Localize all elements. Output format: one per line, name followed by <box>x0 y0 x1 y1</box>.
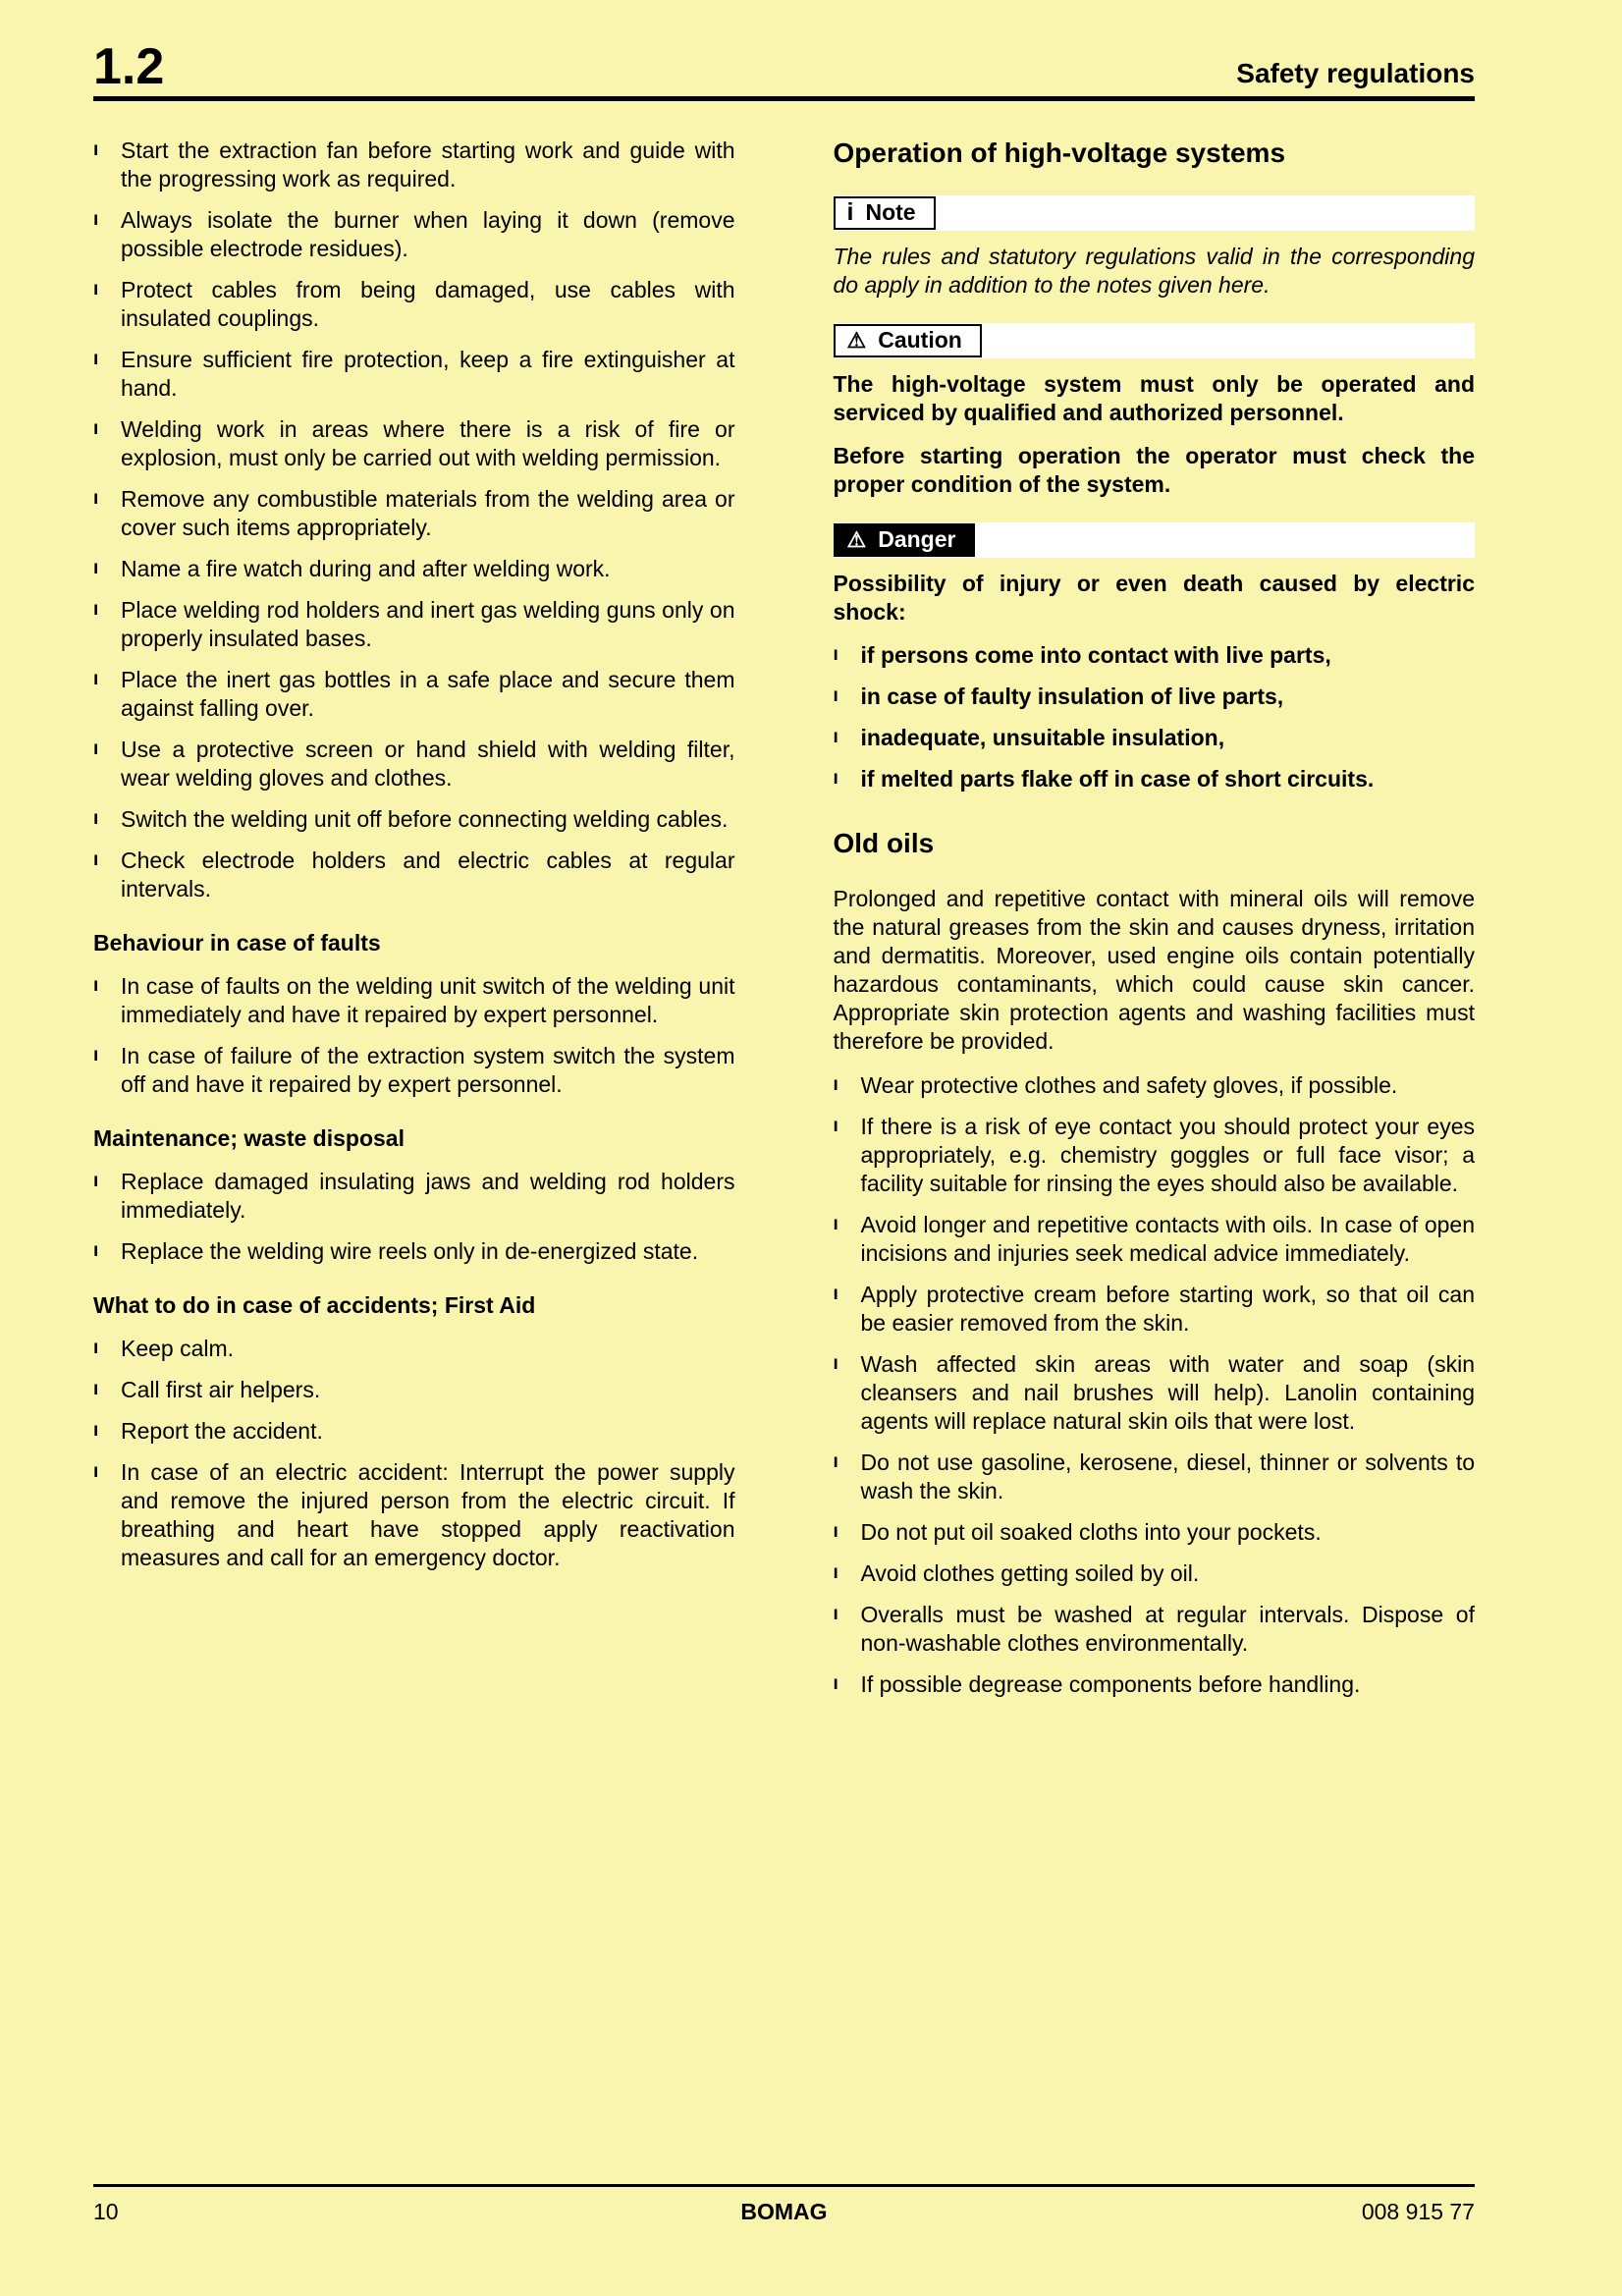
left-column <box>93 137 735 2184</box>
list-item <box>834 683 1476 711</box>
bullet-icon: ı <box>93 808 99 829</box>
list-item-text: Always isolate the burner when laying it down (remove possible electrode residues). <box>121 207 735 261</box>
list-item <box>93 1042 735 1099</box>
bullet-icon: ı <box>833 1521 838 1543</box>
list-item <box>834 641 1476 670</box>
list-item-text: Avoid clothes getting soiled by oil. <box>860 1560 1200 1587</box>
heading-old-oils: Old oils <box>833 827 935 858</box>
list-item <box>93 805 735 834</box>
danger-list <box>834 641 1476 793</box>
list-item <box>93 847 735 903</box>
bullet-icon: ı <box>833 1284 838 1305</box>
list-item-text: Place welding rod holders and inert gas welding guns only on properly insulated bases. <box>121 597 735 651</box>
list-item-text: Wear protective clothes and safety gloves, if possible. <box>860 1072 1398 1099</box>
list-item-text: Switch the welding unit off before connecting welding cables. <box>121 806 729 832</box>
list-item-text: Welding work in areas where there is a risk of fire or explosion, must only be carried out with welding permission. <box>121 416 735 470</box>
list-item <box>93 206 735 263</box>
danger-lead-text: Possibility of injury or even death caused by electric shock: <box>833 570 1475 625</box>
list-item-text: Protect cables from being damaged, use cables with insulated couplings. <box>121 277 735 331</box>
danger-label <box>834 523 976 557</box>
bullet-icon: ı <box>833 1451 838 1473</box>
bullet-icon: ı <box>833 726 838 747</box>
danger-label-text: Danger <box>878 526 956 553</box>
bullet-icon: ı <box>93 599 99 620</box>
note-text: The rules and statutory regulations valid in the corresponding do apply in addition to the notes given here. <box>833 243 1475 298</box>
subheading-maintenance-waste-disposal: Maintenance; waste disposal <box>93 1125 405 1151</box>
list-item <box>93 1417 735 1446</box>
list-item-text: inadequate, unsuitable insulation, <box>860 724 1225 750</box>
heading-high-voltage-systems: Operation of high-voltage systems <box>833 137 1286 168</box>
note-label <box>834 196 936 230</box>
list-item <box>93 137 735 193</box>
note-strip <box>834 195 1476 231</box>
list-item <box>834 1601 1476 1658</box>
list-item-text: Do not use gasoline, kerosene, diesel, thinner or solvents to wash the skin. <box>860 1449 1475 1504</box>
list-item-text: Overalls must be washed at regular intervals. Dispose of non-washable clothes environmentally. <box>860 1602 1475 1657</box>
warning-triangle-icon: ⚠ <box>846 327 867 353</box>
page-header <box>93 0 1475 95</box>
brand-name: BOMAG <box>740 2199 828 2224</box>
bullet-icon: ı <box>93 488 99 509</box>
list-item <box>93 485 735 542</box>
list-item-text: if persons come into contact with live parts, <box>860 641 1331 668</box>
list-item <box>834 1559 1476 1588</box>
bullet-icon: ı <box>93 738 99 759</box>
list-item-text: In case of faults on the welding unit switch of the welding unit immediately and have it repaired by expert personnel. <box>121 973 735 1027</box>
bullet-icon: ı <box>93 349 99 369</box>
list-item <box>834 1211 1476 1268</box>
maintenance-list <box>93 1168 735 1266</box>
bullet-icon: ı <box>833 767 838 789</box>
bullet-icon: ı <box>93 139 99 160</box>
bullet-icon: ı <box>93 1420 99 1441</box>
list-item-text: Use a protective screen or hand shield with welding filter, wear welding gloves and clothes. <box>121 737 735 791</box>
caution-paragraph: Before starting operation the operator must check the proper condition of the system. <box>833 442 1475 497</box>
list-item-text: In case of failure of the extraction system switch the system off and have it repaired by expert personnel. <box>121 1043 735 1097</box>
header-rule <box>93 96 1475 101</box>
list-item-text: Replace damaged insulating jaws and welding rod holders immediately. <box>121 1169 735 1223</box>
list-item-text: Do not put oil soaked cloths into your pockets. <box>860 1519 1322 1546</box>
bullet-icon: ı <box>93 1379 99 1399</box>
list-item-text: Wash affected skin areas with water and soap (skin cleansers and nail brushes will help). Lanolin containing agents will replace natural skin oils that were lost. <box>860 1351 1475 1435</box>
list-item <box>834 724 1476 752</box>
right-column <box>834 137 1476 2184</box>
content-columns <box>93 137 1475 2184</box>
list-item-text: Replace the welding wire reels only in de-energized state. <box>121 1238 699 1264</box>
list-item <box>93 555 735 583</box>
faults-list <box>93 972 735 1099</box>
list-item <box>834 765 1476 793</box>
list-item <box>834 1113 1476 1198</box>
bullet-icon: ı <box>833 684 838 706</box>
note-label-text: Note <box>865 199 916 226</box>
list-item-text: if melted parts flake off in case of short circuits. <box>860 765 1375 792</box>
list-item <box>834 1350 1476 1436</box>
info-icon: i <box>846 198 854 227</box>
list-item <box>834 1518 1476 1547</box>
list-item-text: Ensure sufficient fire protection, keep a fire extinguisher at hand. <box>121 347 735 401</box>
list-item-text: In case of an electric accident: Interrupt the power supply and remove the injured person from the electric circuit. If breathing and heart have stopped apply reactivation measures and call for an emergency doctor. <box>121 1459 735 1570</box>
list-item <box>93 346 735 403</box>
list-item-text: Keep calm. <box>121 1336 235 1361</box>
list-item <box>93 276 735 333</box>
list-item-text: Report the accident. <box>121 1418 323 1444</box>
first-aid-list <box>93 1335 735 1572</box>
list-item <box>93 1458 735 1572</box>
caution-label <box>834 324 982 357</box>
bullet-icon: ı <box>93 1240 99 1261</box>
subheading-accidents-first-aid: What to do in case of accidents; First Aid <box>93 1292 536 1318</box>
bullet-icon: ı <box>833 1562 838 1584</box>
list-item <box>93 736 735 793</box>
bullet-icon: ı <box>93 1461 99 1482</box>
list-item <box>93 596 735 653</box>
subheading-behaviour-in-case-of-faults: Behaviour in case of faults <box>93 930 381 956</box>
bullet-icon: ı <box>833 1353 838 1375</box>
list-item <box>93 1237 735 1266</box>
bullet-icon: ı <box>833 1074 838 1096</box>
caution-paragraph: The high-voltage system must only be operated and serviced by qualified and authorized personnel. <box>833 370 1475 425</box>
list-item <box>93 415 735 472</box>
list-item <box>834 1071 1476 1100</box>
list-item-text: Start the extraction fan before starting work and guide with the progressing work as required. <box>121 137 735 191</box>
page-number: 10 <box>93 2199 119 2224</box>
list-item-text: Remove any combustible materials from the welding area or cover such items appropriately. <box>121 486 735 540</box>
list-item <box>834 1281 1476 1338</box>
list-item <box>834 1449 1476 1505</box>
list-item <box>834 1670 1476 1699</box>
bullet-icon: ı <box>93 1171 99 1191</box>
page-footer <box>93 2184 1475 2225</box>
bullet-icon: ı <box>833 643 838 665</box>
list-item-text: Name a fire watch during and after welding work. <box>121 556 611 581</box>
old-oils-intro: Prolonged and repetitive contact with mineral oils will remove the natural greases from the skin and causes dryness, irritation and dermatitis. Moreover, used engine oils contain potentially hazardous contaminants, which could cause skin cancer. Appropriate skin protection agents and washing facilities must therefore be provided. <box>833 886 1475 1055</box>
caution-label-text: Caution <box>878 327 962 354</box>
bullet-icon: ı <box>93 975 99 996</box>
caution-paragraphs <box>834 370 1476 499</box>
list-item-text: in case of faulty insulation of live parts, <box>860 683 1284 709</box>
list-item-text: Check electrode holders and electric cables at regular intervals. <box>121 847 735 902</box>
section-number: 1.2 <box>93 38 165 95</box>
doc-number: 008 915 77 <box>1361 2199 1475 2224</box>
list-item-text: Avoid longer and repetitive contacts with oils. In case of open incisions and injuries seek medical advice immediately. <box>860 1212 1475 1267</box>
list-item-text: Call first air helpers. <box>121 1377 321 1402</box>
list-item <box>93 1376 735 1404</box>
bullet-icon: ı <box>93 1338 99 1358</box>
old-oils-list <box>834 1071 1476 1699</box>
list-item <box>93 972 735 1029</box>
bullet-icon: ı <box>833 1604 838 1625</box>
bullet-icon: ı <box>93 558 99 578</box>
page-title: Safety regulations <box>1236 58 1475 88</box>
list-item <box>93 666 735 723</box>
welding-precautions-list <box>93 137 735 903</box>
bullet-icon: ı <box>93 669 99 689</box>
warning-triangle-icon: ⚠ <box>846 526 867 552</box>
bullet-icon: ı <box>93 849 99 870</box>
list-item-text: Place the inert gas bottles in a safe place and secure them against falling over. <box>121 667 735 721</box>
bullet-icon: ı <box>833 1673 838 1695</box>
bullet-icon: ı <box>833 1214 838 1235</box>
bullet-icon: ı <box>93 418 99 439</box>
list-item-text: Apply protective cream before starting work, so that oil can be easier removed from the skin. <box>860 1282 1475 1337</box>
list-item-text: If possible degrease components before handling. <box>860 1671 1361 1698</box>
caution-strip <box>834 323 1476 358</box>
bullet-icon: ı <box>93 1045 99 1066</box>
danger-strip <box>834 522 1476 558</box>
bullet-icon: ı <box>93 279 99 300</box>
list-item <box>93 1335 735 1363</box>
bullet-icon: ı <box>93 209 99 230</box>
bullet-icon: ı <box>833 1116 838 1137</box>
list-item-text: If there is a risk of eye contact you should protect your eyes appropriately, e.g. chemistry goggles or full face visor; a facility suitable for rinsing the eyes should also be available. <box>860 1114 1475 1197</box>
list-item <box>93 1168 735 1225</box>
